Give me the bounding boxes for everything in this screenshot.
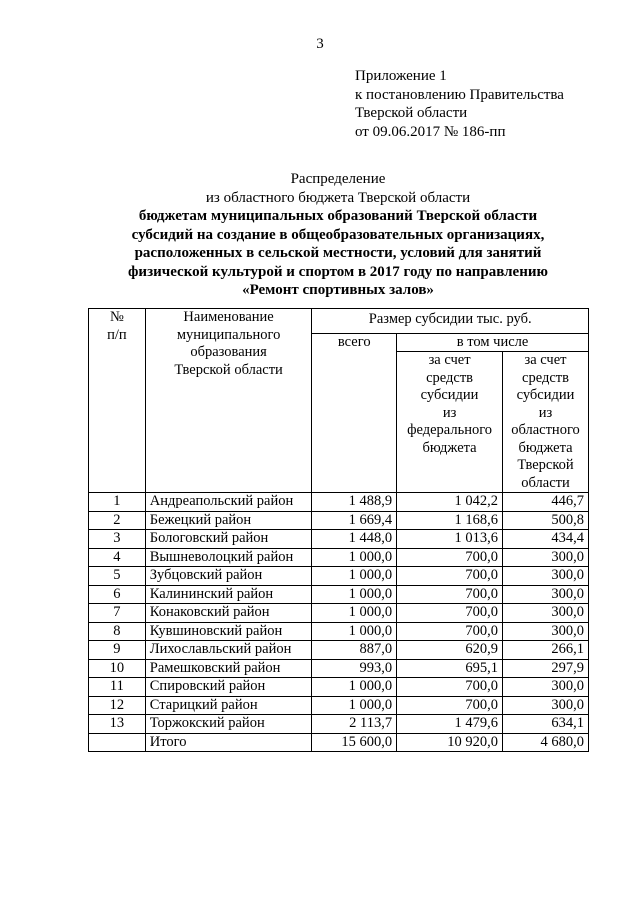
- subsidy-table: [88, 308, 589, 752]
- row-number: 12: [89, 696, 146, 715]
- row-municipality: Рамешковский район: [145, 659, 312, 678]
- header-number: [89, 309, 146, 493]
- total-label: Итого: [145, 733, 312, 752]
- header-text: бюджета: [422, 439, 477, 456]
- row-federal: 700,0: [397, 567, 503, 586]
- row-regional: 266,1: [503, 641, 589, 660]
- row-total: 887,0: [312, 641, 397, 660]
- row-total: 993,0: [312, 659, 397, 678]
- header-text: Наименование: [183, 309, 274, 325]
- header-text: области: [521, 474, 570, 491]
- table-row: [89, 696, 589, 715]
- header-text: из: [442, 404, 457, 421]
- row-number: 13: [89, 715, 146, 734]
- title-line: «Ремонт спортивных залов»: [242, 282, 434, 298]
- title-line: субсидий на создание в общеобразовательных организациях,: [131, 226, 545, 243]
- row-number: 9: [89, 641, 146, 660]
- empty-cell: [89, 733, 146, 752]
- row-number: 8: [89, 622, 146, 641]
- table-row: [89, 604, 589, 623]
- table-row: [89, 567, 589, 586]
- table-row: [89, 641, 589, 660]
- row-total: 1 000,0: [312, 678, 397, 697]
- row-municipality: Вышневолоцкий район: [145, 548, 312, 567]
- table-row: [89, 715, 589, 734]
- header-text: за счет: [524, 352, 567, 368]
- header-text: областного: [511, 422, 580, 438]
- title-line: Распределение: [290, 171, 386, 187]
- row-federal: 700,0: [397, 548, 503, 567]
- total-regional: 4 680,0: [503, 733, 589, 752]
- appendix-line: к постановлению Правительства: [355, 86, 564, 103]
- header-text: за счет: [428, 352, 471, 368]
- row-federal: 1 479,6: [397, 715, 503, 734]
- row-municipality: Торжокский район: [145, 715, 312, 734]
- title-line: расположенных в сельской местности, условий для занятий: [134, 245, 542, 261]
- header-row: [89, 309, 589, 334]
- header-text: муниципального: [176, 326, 281, 343]
- row-regional: 300,0: [503, 567, 589, 586]
- row-number: 11: [89, 678, 146, 697]
- row-municipality: Калининский район: [145, 585, 312, 604]
- row-total: 1 669,4: [312, 511, 397, 530]
- header-including: в том числе: [397, 333, 589, 352]
- appendix-block: [355, 67, 564, 141]
- header-total: всего: [312, 333, 397, 493]
- row-regional: 446,7: [503, 493, 589, 512]
- header-text: из: [538, 404, 553, 421]
- title-line: физической культурой и спортом в 2017 году по направлению: [128, 263, 548, 280]
- header-text: бюджета: [518, 439, 573, 456]
- appendix-line: Приложение 1: [355, 68, 447, 84]
- row-municipality: Конаковский район: [145, 604, 312, 623]
- table-row: [89, 585, 589, 604]
- row-federal: 1 168,6: [397, 511, 503, 530]
- header-text: средств: [522, 369, 569, 386]
- row-total: 1 000,0: [312, 696, 397, 715]
- row-regional: 500,8: [503, 511, 589, 530]
- table-row: [89, 622, 589, 641]
- row-total: 1 000,0: [312, 622, 397, 641]
- header-regional: [503, 352, 589, 493]
- table-row: [89, 678, 589, 697]
- row-federal: 1 042,2: [397, 493, 503, 512]
- row-total: 1 000,0: [312, 548, 397, 567]
- row-number: 1: [89, 493, 146, 512]
- row-regional: 300,0: [503, 696, 589, 715]
- row-number: 10: [89, 659, 146, 678]
- row-federal: 695,1: [397, 659, 503, 678]
- table-row: [89, 530, 589, 549]
- row-regional: 434,4: [503, 530, 589, 549]
- title-line: из областного бюджета Тверской области: [205, 189, 471, 206]
- row-municipality: Лихославльский район: [145, 641, 312, 660]
- row-number: 6: [89, 585, 146, 604]
- row-federal: 700,0: [397, 696, 503, 715]
- row-municipality: Старицкий район: [145, 696, 312, 715]
- row-federal: 620,9: [397, 641, 503, 660]
- header-text: субсидии: [516, 387, 575, 403]
- table-row: [89, 548, 589, 567]
- total-sum: 15 600,0: [312, 733, 397, 752]
- header-size: Размер субсидии тыс. руб.: [312, 309, 589, 334]
- total-row: [89, 733, 589, 752]
- row-number: 7: [89, 604, 146, 623]
- header-text: средств: [426, 369, 474, 386]
- row-number: 3: [89, 530, 146, 549]
- row-federal: 1 013,6: [397, 530, 503, 549]
- row-regional: 300,0: [503, 604, 589, 623]
- row-federal: 700,0: [397, 678, 503, 697]
- row-total: 1 000,0: [312, 585, 397, 604]
- header-text: субсидии: [420, 387, 479, 403]
- title-line: бюджетам муниципальных образований Тверской области: [138, 208, 538, 224]
- row-number: 2: [89, 511, 146, 530]
- row-regional: 300,0: [503, 622, 589, 641]
- row-total: 1 000,0: [312, 567, 397, 586]
- row-total: 1 448,0: [312, 530, 397, 549]
- row-municipality: Бежецкий район: [145, 511, 312, 530]
- table-row: [89, 511, 589, 530]
- document-title: [88, 170, 588, 300]
- row-total: 1 000,0: [312, 604, 397, 623]
- row-regional: 300,0: [503, 585, 589, 604]
- row-municipality: Зубцовский район: [145, 567, 312, 586]
- row-total: 2 113,7: [312, 715, 397, 734]
- row-regional: 300,0: [503, 678, 589, 697]
- header-text: Тверской: [517, 457, 574, 473]
- appendix-line: от 09.06.2017 № 186-пп: [355, 123, 506, 140]
- row-number: 4: [89, 548, 146, 567]
- header-text: №: [109, 309, 124, 325]
- row-federal: 700,0: [397, 622, 503, 641]
- row-federal: 700,0: [397, 604, 503, 623]
- header-name: [145, 309, 312, 493]
- row-municipality: Кувшиновский район: [145, 622, 312, 641]
- row-total: 1 488,9: [312, 493, 397, 512]
- row-number: 5: [89, 567, 146, 586]
- table-row: [89, 493, 589, 512]
- row-regional: 297,9: [503, 659, 589, 678]
- header-text: Тверской области: [174, 361, 283, 378]
- header-text: образования: [190, 344, 267, 360]
- page-number: 3: [316, 36, 324, 52]
- row-regional: 300,0: [503, 548, 589, 567]
- header-text: федерального: [407, 422, 493, 438]
- row-regional: 634,1: [503, 715, 589, 734]
- table-row: [89, 659, 589, 678]
- header-federal: [397, 352, 503, 493]
- appendix-line: Тверской области: [355, 105, 468, 121]
- row-municipality: Андреапольский район: [145, 493, 312, 512]
- row-municipality: Бологовский район: [145, 530, 312, 549]
- row-federal: 700,0: [397, 585, 503, 604]
- total-federal: 10 920,0: [397, 733, 503, 752]
- row-municipality: Спировский район: [145, 678, 312, 697]
- header-text: п/п: [107, 326, 127, 343]
